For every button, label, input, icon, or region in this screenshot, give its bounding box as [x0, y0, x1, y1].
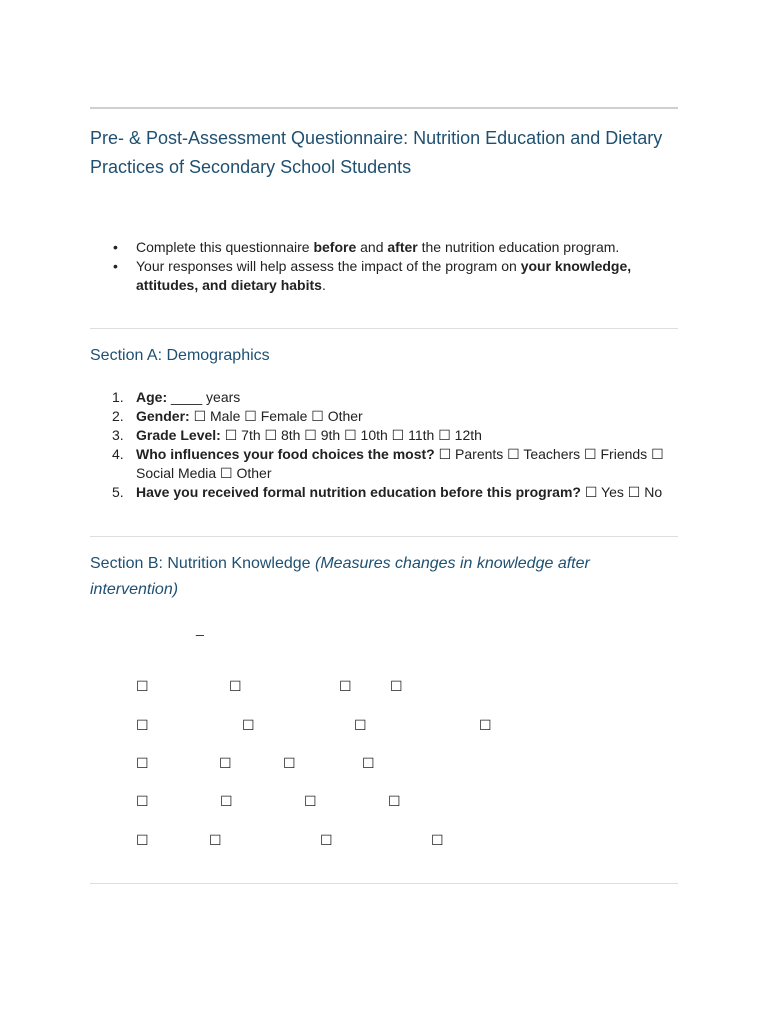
knowledge-checkbox-r2-c2[interactable]: ☐ — [242, 717, 255, 733]
instructions-list — [90, 238, 678, 295]
knowledge-checkbox-r3-c3[interactable]: ☐ — [283, 755, 296, 771]
section-divider — [90, 536, 678, 537]
knowledge-checkbox-r5-c3[interactable]: ☐ — [320, 832, 333, 848]
instruction-text: . — [321, 277, 326, 293]
item-options[interactable]: ☐ 7th ☐ 8th ☐ 9th ☐ 10th ☐ 11th ☐ 12th — [220, 427, 482, 443]
knowledge-checkbox-r1-c3[interactable]: ☐ — [339, 678, 352, 694]
item-options[interactable]: ☐ Male ☐ Female ☐ Other — [189, 408, 363, 424]
knowledge-checkbox-r2-c4[interactable]: ☐ — [479, 717, 492, 733]
item-number: 3. — [112, 427, 124, 443]
section-divider — [90, 328, 678, 329]
section-b-heading — [90, 551, 678, 603]
item-number: 5. — [112, 484, 124, 500]
knowledge-checkbox-r3-c1[interactable]: ☐ — [136, 755, 149, 771]
item-label: Grade Level: — [136, 427, 221, 443]
instruction-emphasis: your knowledge, attitudes, and dietary habits — [136, 258, 632, 293]
demographics-item-age — [112, 388, 678, 407]
demographics-item-gender — [112, 407, 678, 426]
knowledge-checkbox-r3-c4[interactable]: ☐ — [362, 755, 375, 771]
knowledge-checkbox-r2-c3[interactable]: ☐ — [354, 717, 367, 733]
item-label: Who influences your food choices the most? — [136, 446, 435, 462]
section-a-heading: Section A: Demographics — [90, 347, 270, 364]
instruction-item — [136, 238, 678, 257]
item-label: Gender: — [136, 408, 190, 424]
instruction-text: Your responses will help assess the impact of the program on — [136, 258, 521, 274]
knowledge-checkbox-r5-c2[interactable]: ☐ — [209, 832, 222, 848]
knowledge-checkbox-r3-c2[interactable]: ☐ — [219, 755, 232, 771]
knowledge-checkbox-r4-c4[interactable]: ☐ — [388, 793, 401, 809]
instruction-text: the nutrition education program. — [417, 239, 620, 255]
knowledge-checkbox-r5-c4[interactable]: ☐ — [431, 832, 444, 848]
knowledge-checkbox-r1-c2[interactable]: ☐ — [229, 678, 242, 694]
top-divider — [90, 107, 678, 109]
item-number: 2. — [112, 408, 124, 424]
blank-line: _ — [196, 620, 204, 636]
instruction-emphasis: before — [313, 239, 357, 255]
page-title: Pre- & Post-Assessment Questionnaire: Nutrition Education and Dietary Practices of Secondary School Students — [90, 128, 663, 177]
knowledge-checkbox-r4-c3[interactable]: ☐ — [304, 793, 317, 809]
knowledge-checkbox-r1-c4[interactable]: ☐ — [390, 678, 403, 694]
item-label: Age: — [136, 389, 168, 405]
section-b-note: (Measures changes in knowledge after intervention) — [90, 555, 590, 598]
section-b-title: Section B: Nutrition Knowledge — [90, 555, 316, 572]
knowledge-checkbox-r4-c1[interactable]: ☐ — [136, 793, 149, 809]
item-number: 4. — [112, 446, 124, 462]
instruction-item — [136, 257, 678, 295]
item-number: 1. — [112, 389, 124, 405]
instruction-text: and — [356, 239, 388, 255]
knowledge-checkbox-r2-c1[interactable]: ☐ — [136, 717, 149, 733]
demographics-item-prior-education — [112, 483, 678, 502]
demographics-item-influence — [112, 445, 678, 483]
demographics-item-grade — [112, 426, 678, 445]
knowledge-checkbox-r5-c1[interactable]: ☐ — [136, 832, 149, 848]
instruction-text: Complete this questionnaire — [136, 239, 314, 255]
item-label: Have you received formal nutrition education before this program? — [136, 484, 581, 500]
instruction-emphasis: after — [387, 239, 418, 255]
item-options[interactable]: ☐ Parents ☐ Teachers ☐ Friends ☐ Social Media ☐ Other — [136, 446, 664, 481]
knowledge-checkbox-r4-c2[interactable]: ☐ — [220, 793, 233, 809]
knowledge-checkbox-r1-c1[interactable]: ☐ — [136, 678, 149, 694]
item-options[interactable]: ____ years — [167, 389, 241, 405]
demographics-list — [90, 388, 678, 502]
bottom-divider — [90, 883, 678, 884]
item-options[interactable]: ☐ Yes ☐ No — [580, 484, 663, 500]
